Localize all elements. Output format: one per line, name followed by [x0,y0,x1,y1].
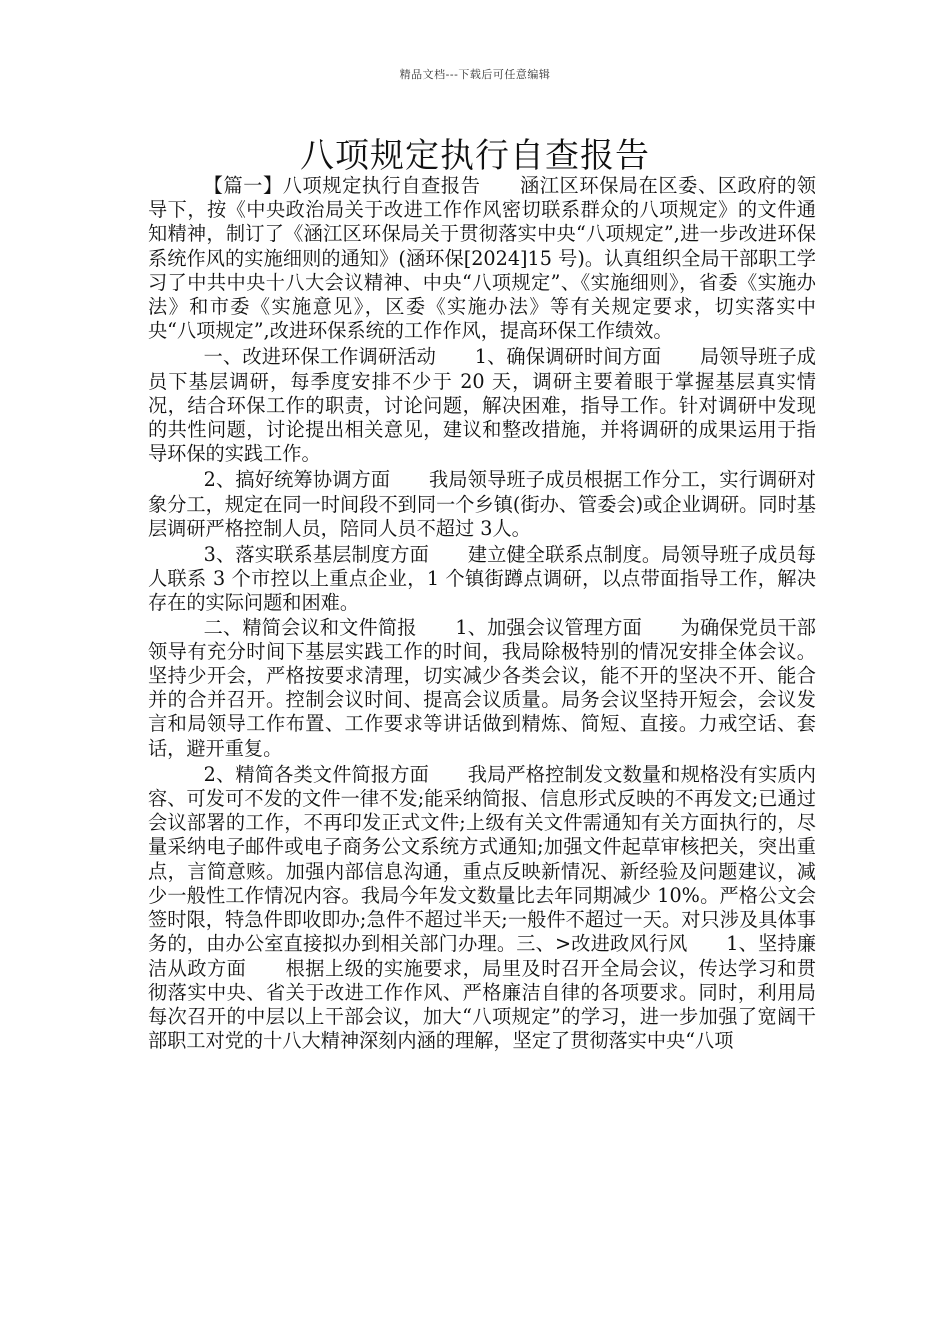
paragraph-documents: 2、精简各类文件简报方面 我局严格控制发文数量和规格没有实质内容、可发可不发的文件一律不发;能采纳简报、信息形式反映的不再发文;已通过会议部署的工作，不再印发正式文件;上级有关文件需通知有关方面执行的，尽量采纳电子邮件或电子商务公文系统方式通知;加强文件起草审核把关，突出重点，言简意赅。加强内部信息沟通，重点反映新情况、新经验及问题建议，减少一般性工作情况内容。我局今年发文数量比去年同期减少 10%。严格公文会签时限，特急件即收即办;急件不超过半天;一般件不超过一天。对只涉及具体事务的，由办公室直接拟办到相关部门办理。三、>改进政风行风 1、坚持廉洁从政方面 根据上级的实施要求，局里及时召开全局会议，传达学习和贯彻落实中央、省关于改进工作作风、严格廉洁自律的各项要求。同时，利用局每次召开的中层以上干部会议，加大“八项规定”的学习，进一步加强了宽阔干部职工对党的十八大精神深刻内涵的理解，坚定了贯彻落实中央“八项 [148,762,816,1053]
paragraph-meetings: 二、精简会议和文件简报 1、加强会议管理方面 为确保党员干部领导有充分时间下基层实践工作的时间，我局除极特别的情况安排全体会议。坚持少开会，严格按要求清理，切实减少各类会议，能不开的坚决不开、能合并的合并召开。控制会议时间、提高会议质量。局务会议坚持开短会，会议发言和局领导工作布置、工作要求等讲话做到精炼、简短、直接。力戒空话、套话，避开重复。 [148,615,816,760]
document-body [148,174,816,1053]
paragraph-intro: 【篇一】八项规定执行自查报告 涵江区环保局在区委、区政府的领导下，按《中央政治局关于改进工作作风密切联系群众的八项规定》的文件通知精神，制订了《涵江区环保局关于贯彻落实中央“八项规定”,进一步改进环保系统作风的实施细则的通知》(涵环保[2024]15 号)。认真组织全局干部职工学习了中共中央十八大会议精神、中央“八项规定”、《实施细则》，省委《实施办法》和市委《实施意见》，区委《实施办法》等有关规定要求，切实落实中央“八项规定”,改进环保系统的工作作风，提高环保工作绩效。 [148,174,816,343]
paragraph-coordination: 2、搞好统筹协调方面 我局领导班子成员根据工作分工，实行调研对象分工，规定在同一时间段不到同一个乡镇(街办、管委会)或企业调研。同时基层调研严格控制人员，陪同人员不超过 3人。 [148,468,816,540]
header-note: 精品文档---下载后可任意编辑 [399,68,551,81]
paragraph-research: 一、改进环保工作调研活动 1、确保调研时间方面 局领导班子成员下基层调研，每季度安排不少于 20 天，调研主要着眼于掌握基层真实情况，结合环保工作的职责，讨论问题，解决困难，指导工作。针对调研中发现的共性问题，讨论提出相关意见，建议和整改措施，并将调研的成果运用于指导环保的实践工作。 [148,345,816,466]
paragraph-contact-system: 3、落实联系基层制度方面 建立健全联系点制度。局领导班子成员每人联系 3 个市控以上重点企业，1 个镇街蹲点调研，以点带面指导工作，解决存在的实际问题和困难。 [148,543,816,615]
document-title: 八项规定执行自查报告 [300,136,650,176]
